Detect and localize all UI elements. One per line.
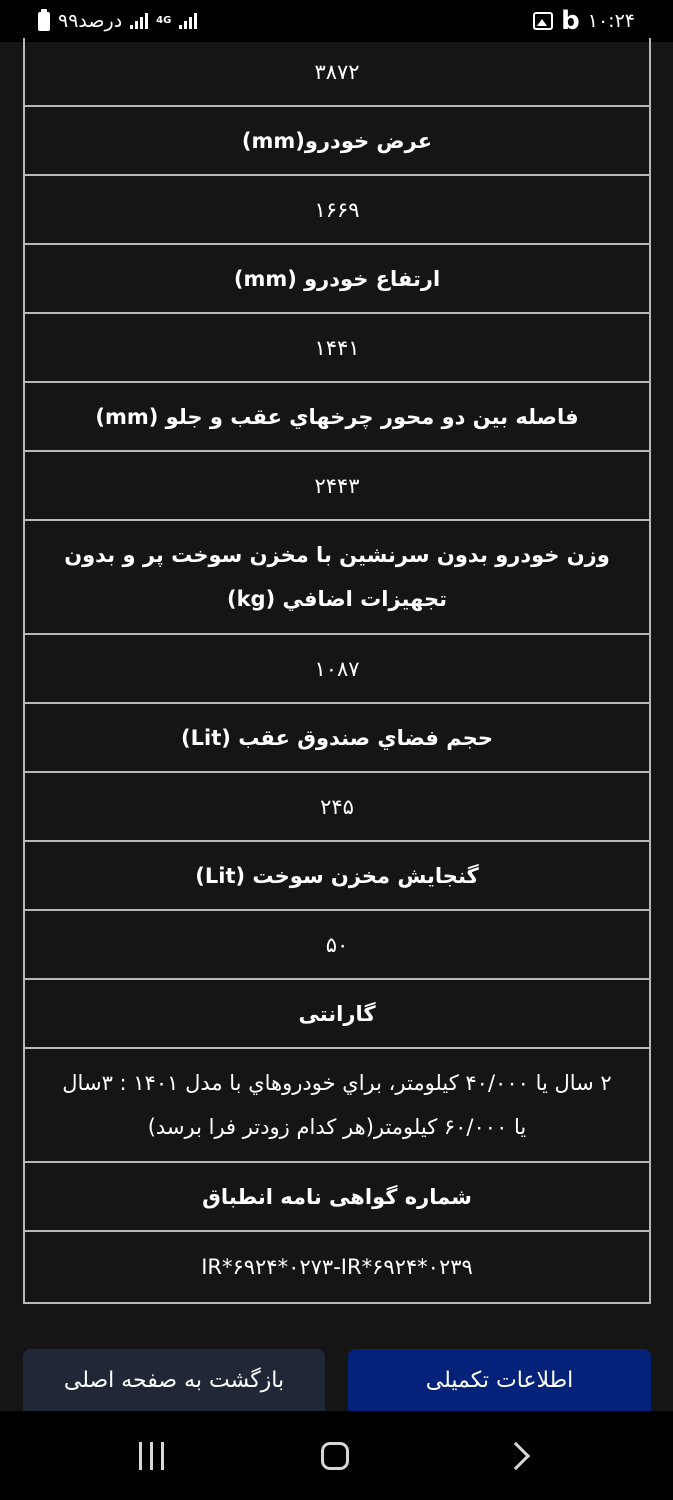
spec-value: ۲۴۵ xyxy=(320,794,354,819)
spec-label: شماره گواهی نامه انطباق xyxy=(202,1184,472,1209)
spec-value: IR*۶۹۲۴*۰۲۷۳-IR*۶۹۲۴*۰۲۳۹ xyxy=(201,1255,473,1279)
spec-value-row xyxy=(25,314,649,383)
spec-value: ۱۶۶۹ xyxy=(314,197,360,222)
spec-value: ۱۰۸۷ xyxy=(314,656,360,681)
spec-label: وزن خودرو بدون سرنشين با مخزن سوخت پر و بدون تجهيزات اضافي (kg) xyxy=(64,543,610,611)
clock: ۱۰:۲۴ xyxy=(587,10,635,32)
spec-label-row xyxy=(25,842,649,911)
spec-value: ۲۴۴۳ xyxy=(314,473,360,498)
spec-value: ۳۸۷۲ xyxy=(314,59,360,84)
spec-label-row xyxy=(25,245,649,314)
signal-icon-2 xyxy=(179,13,197,29)
spec-label-row xyxy=(25,1163,649,1232)
spec-label: گارانتی xyxy=(298,1001,376,1026)
spec-value-row xyxy=(25,773,649,842)
status-left xyxy=(38,10,197,32)
spec-label: عرض خودرو(mm) xyxy=(241,128,433,153)
spec-value-row xyxy=(25,1232,649,1302)
spec-value-row xyxy=(25,176,649,245)
status-bar xyxy=(0,0,673,42)
spec-value: ۲ سال يا ۴۰/۰۰۰ کيلومتر، براي خودروهاي با مدل ۱۴۰۱ : ۳سال يا ۶۰/۰۰۰ کيلومتر(هر کدام زودتر فرا برسد) xyxy=(62,1071,612,1139)
system-nav-bar xyxy=(0,1411,673,1500)
spec-table xyxy=(23,38,651,1304)
spec-label-row xyxy=(25,107,649,176)
spec-label-row xyxy=(25,704,649,773)
spec-value: ۱۴۴۱ xyxy=(314,335,360,360)
spec-label-row xyxy=(25,383,649,452)
spec-value-row xyxy=(25,452,649,521)
recents-icon[interactable] xyxy=(139,1442,164,1470)
spec-value-row xyxy=(25,38,649,107)
spec-value-row xyxy=(25,1049,649,1163)
status-right xyxy=(533,8,635,34)
back-to-home-button[interactable]: بازگشت به صفحه اصلی xyxy=(23,1349,325,1411)
battery-text: ۹۹درصد xyxy=(58,10,123,32)
spec-label: گنجايش مخزن سوخت (Lit) xyxy=(195,863,479,888)
spec-value-row xyxy=(25,635,649,704)
more-info-button[interactable]: اطلاعات تکمیلی xyxy=(348,1349,651,1411)
signal-icon xyxy=(130,13,148,29)
spec-value-row xyxy=(25,911,649,980)
spec-label-row xyxy=(25,521,649,635)
spec-label: ارتفاع خودرو (mm) xyxy=(233,266,441,291)
home-icon[interactable] xyxy=(321,1442,349,1470)
spec-value: ۵۰ xyxy=(325,932,349,957)
spec-label: حجم فضاي صندوق عقب (Lit) xyxy=(181,725,493,750)
spec-label-row xyxy=(25,980,649,1049)
network-type: 4G xyxy=(156,15,172,26)
gallery-icon xyxy=(533,12,553,30)
spec-label: فاصله بين دو محور چرخهاي عقب و جلو (mm) xyxy=(95,404,579,429)
battery-icon xyxy=(38,12,50,31)
back-icon[interactable] xyxy=(502,1441,530,1469)
app-notification-icon: b xyxy=(561,6,580,36)
